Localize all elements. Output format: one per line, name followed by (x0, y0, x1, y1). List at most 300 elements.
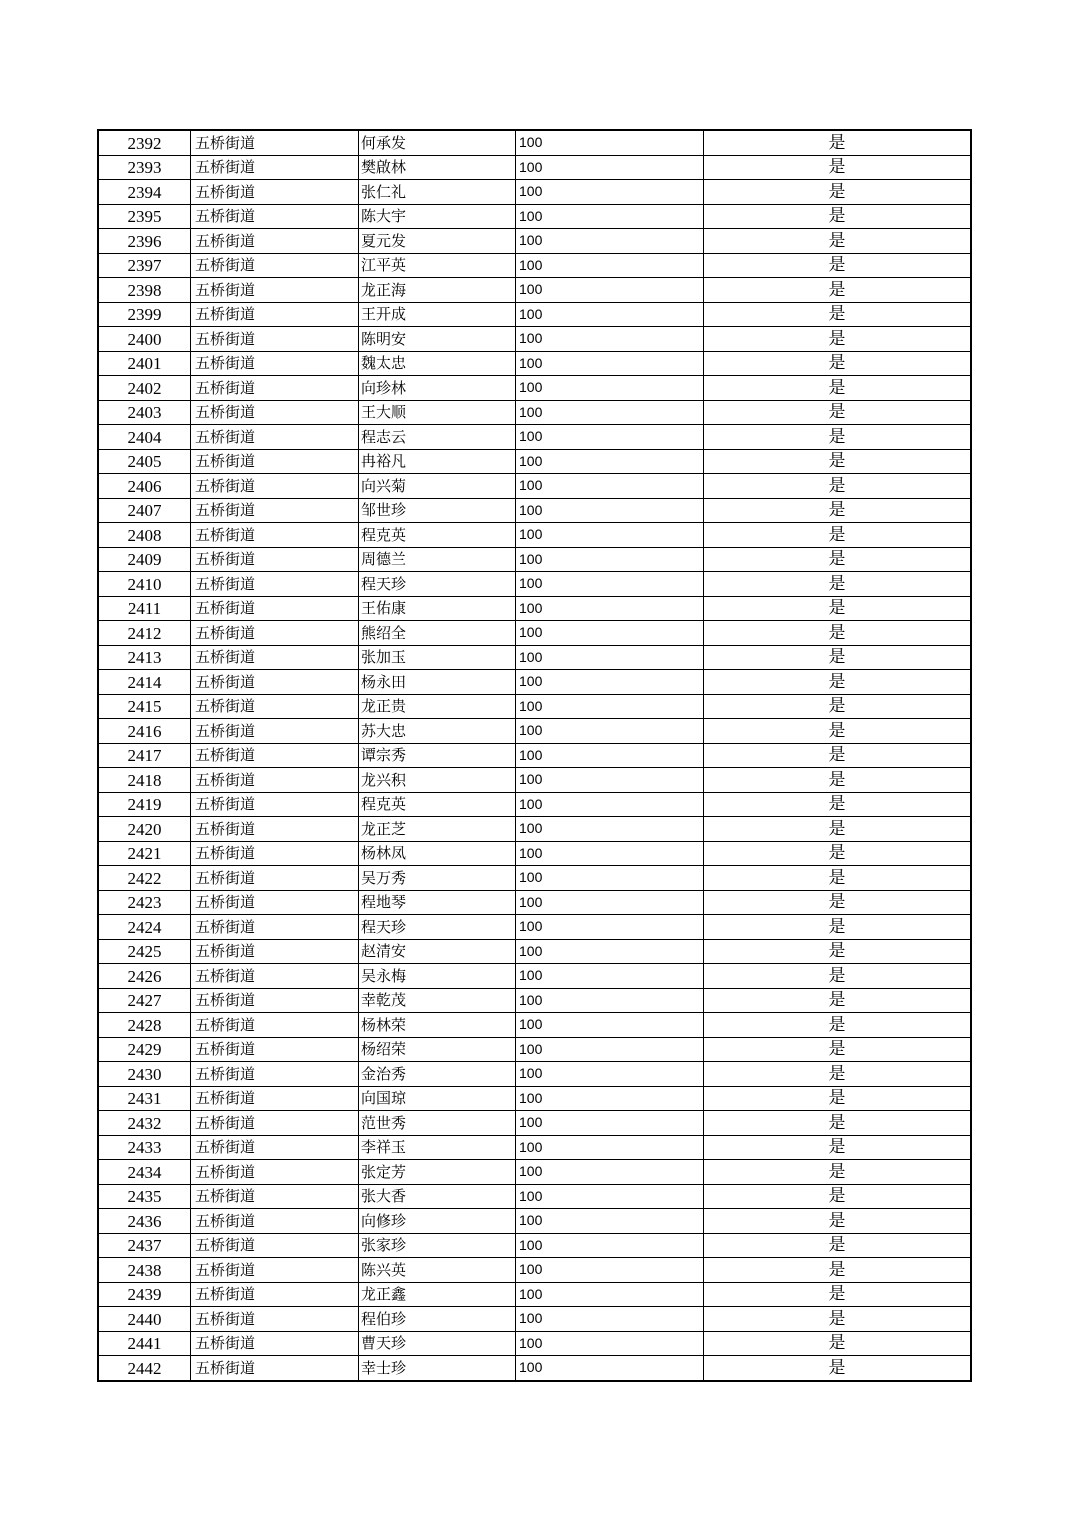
amount-cell: 100 (516, 1062, 704, 1087)
row-number-cell: 2431 (98, 1086, 191, 1111)
amount-cell: 100 (516, 1258, 704, 1283)
status-cell: 是 (704, 400, 972, 425)
table-row (98, 1184, 971, 1209)
street-cell: 五桥街道 (191, 596, 359, 621)
street-cell: 五桥街道 (191, 155, 359, 180)
status-cell: 是 (704, 523, 972, 548)
table-row (98, 155, 971, 180)
person-name-cell: 何承发 (359, 130, 516, 155)
street-cell: 五桥街道 (191, 253, 359, 278)
amount-cell: 100 (516, 1037, 704, 1062)
status-cell: 是 (704, 964, 972, 989)
street-cell: 五桥街道 (191, 1258, 359, 1283)
street-cell: 五桥街道 (191, 449, 359, 474)
amount-cell: 100 (516, 719, 704, 744)
street-cell: 五桥街道 (191, 327, 359, 352)
person-name-cell: 曹天珍 (359, 1331, 516, 1356)
table-row (98, 915, 971, 940)
table-row (98, 866, 971, 891)
status-cell: 是 (704, 1160, 972, 1185)
row-number-cell: 2436 (98, 1209, 191, 1234)
row-number-cell: 2433 (98, 1135, 191, 1160)
row-number-cell: 2404 (98, 425, 191, 450)
row-number-cell: 2392 (98, 130, 191, 155)
table-row (98, 768, 971, 793)
status-cell: 是 (704, 988, 972, 1013)
street-cell: 五桥街道 (191, 1184, 359, 1209)
street-cell: 五桥街道 (191, 498, 359, 523)
status-cell: 是 (704, 498, 972, 523)
row-number-cell: 2422 (98, 866, 191, 891)
amount-cell: 100 (516, 866, 704, 891)
amount-cell: 100 (516, 449, 704, 474)
street-cell: 五桥街道 (191, 1111, 359, 1136)
street-cell: 五桥街道 (191, 1233, 359, 1258)
street-cell: 五桥街道 (191, 523, 359, 548)
street-cell: 五桥街道 (191, 1331, 359, 1356)
person-name-cell: 程地琴 (359, 890, 516, 915)
person-name-cell: 邹世珍 (359, 498, 516, 523)
row-number-cell: 2430 (98, 1062, 191, 1087)
person-name-cell: 向国琼 (359, 1086, 516, 1111)
row-number-cell: 2424 (98, 915, 191, 940)
person-name-cell: 陈兴英 (359, 1258, 516, 1283)
row-number-cell: 2397 (98, 253, 191, 278)
row-number-cell: 2395 (98, 204, 191, 229)
amount-cell: 100 (516, 694, 704, 719)
street-cell: 五桥街道 (191, 547, 359, 572)
row-number-cell: 2398 (98, 278, 191, 303)
person-name-cell: 杨永田 (359, 670, 516, 695)
status-cell: 是 (704, 327, 972, 352)
table-row (98, 180, 971, 205)
status-cell: 是 (704, 866, 972, 891)
row-number-cell: 2432 (98, 1111, 191, 1136)
street-cell: 五桥街道 (191, 939, 359, 964)
table-row (98, 817, 971, 842)
status-cell: 是 (704, 1111, 972, 1136)
status-cell: 是 (704, 204, 972, 229)
row-number-cell: 2434 (98, 1160, 191, 1185)
table-row (98, 964, 971, 989)
person-name-cell: 魏太忠 (359, 351, 516, 376)
table-row (98, 1062, 971, 1087)
row-number-cell: 2415 (98, 694, 191, 719)
street-cell: 五桥街道 (191, 351, 359, 376)
amount-cell: 100 (516, 376, 704, 401)
table-row (98, 1160, 971, 1185)
status-cell: 是 (704, 817, 972, 842)
amount-cell: 100 (516, 645, 704, 670)
status-cell: 是 (704, 939, 972, 964)
row-number-cell: 2438 (98, 1258, 191, 1283)
person-name-cell: 程伯珍 (359, 1307, 516, 1332)
status-cell: 是 (704, 1258, 972, 1283)
table-row (98, 327, 971, 352)
table-row (98, 670, 971, 695)
person-name-cell: 张仁礼 (359, 180, 516, 205)
status-cell: 是 (704, 278, 972, 303)
row-number-cell: 2414 (98, 670, 191, 695)
table-body (98, 130, 971, 1381)
status-cell: 是 (704, 1356, 972, 1381)
person-name-cell: 程志云 (359, 425, 516, 450)
person-name-cell: 王大顺 (359, 400, 516, 425)
status-cell: 是 (704, 351, 972, 376)
person-name-cell: 陈明安 (359, 327, 516, 352)
row-number-cell: 2421 (98, 841, 191, 866)
table-row (98, 1282, 971, 1307)
person-name-cell: 金治秀 (359, 1062, 516, 1087)
status-cell: 是 (704, 694, 972, 719)
person-name-cell: 江平英 (359, 253, 516, 278)
street-cell: 五桥街道 (191, 1160, 359, 1185)
status-cell: 是 (704, 376, 972, 401)
table-row (98, 890, 971, 915)
amount-cell: 100 (516, 204, 704, 229)
person-name-cell: 冉裕凡 (359, 449, 516, 474)
table-row (98, 596, 971, 621)
amount-cell: 100 (516, 817, 704, 842)
table-row (98, 1135, 971, 1160)
status-cell: 是 (704, 1013, 972, 1038)
table-row (98, 1233, 971, 1258)
status-cell: 是 (704, 302, 972, 327)
row-number-cell: 2405 (98, 449, 191, 474)
person-name-cell: 幸士珍 (359, 1356, 516, 1381)
row-number-cell: 2423 (98, 890, 191, 915)
table-row (98, 547, 971, 572)
table-row (98, 572, 971, 597)
row-number-cell: 2396 (98, 229, 191, 254)
status-cell: 是 (704, 621, 972, 646)
table-row (98, 474, 971, 499)
amount-cell: 100 (516, 1160, 704, 1185)
table-row (98, 1258, 971, 1283)
street-cell: 五桥街道 (191, 180, 359, 205)
status-cell: 是 (704, 1307, 972, 1332)
status-cell: 是 (704, 547, 972, 572)
person-name-cell: 苏大忠 (359, 719, 516, 744)
amount-cell: 100 (516, 670, 704, 695)
table-row (98, 719, 971, 744)
table-row (98, 302, 971, 327)
street-cell: 五桥街道 (191, 1282, 359, 1307)
table-row (98, 278, 971, 303)
amount-cell: 100 (516, 743, 704, 768)
amount-cell: 100 (516, 890, 704, 915)
person-name-cell: 赵清安 (359, 939, 516, 964)
status-cell: 是 (704, 155, 972, 180)
status-cell: 是 (704, 1086, 972, 1111)
amount-cell: 100 (516, 327, 704, 352)
amount-cell: 100 (516, 596, 704, 621)
amount-cell: 100 (516, 1111, 704, 1136)
table-row (98, 1209, 971, 1234)
person-name-cell: 龙正贵 (359, 694, 516, 719)
row-number-cell: 2409 (98, 547, 191, 572)
status-cell: 是 (704, 915, 972, 940)
status-cell: 是 (704, 768, 972, 793)
table-row (98, 1307, 971, 1332)
person-name-cell: 周德兰 (359, 547, 516, 572)
row-number-cell: 2393 (98, 155, 191, 180)
table-row (98, 498, 971, 523)
street-cell: 五桥街道 (191, 229, 359, 254)
row-number-cell: 2437 (98, 1233, 191, 1258)
street-cell: 五桥街道 (191, 890, 359, 915)
street-cell: 五桥街道 (191, 1307, 359, 1332)
row-number-cell: 2394 (98, 180, 191, 205)
row-number-cell: 2407 (98, 498, 191, 523)
amount-cell: 100 (516, 523, 704, 548)
person-name-cell: 杨林荣 (359, 1013, 516, 1038)
amount-cell: 100 (516, 253, 704, 278)
person-name-cell: 张定芳 (359, 1160, 516, 1185)
status-cell: 是 (704, 229, 972, 254)
status-cell: 是 (704, 645, 972, 670)
street-cell: 五桥街道 (191, 841, 359, 866)
status-cell: 是 (704, 1135, 972, 1160)
row-number-cell: 2403 (98, 400, 191, 425)
row-number-cell: 2400 (98, 327, 191, 352)
table-row (98, 988, 971, 1013)
person-name-cell: 龙兴积 (359, 768, 516, 793)
street-cell: 五桥街道 (191, 1356, 359, 1381)
street-cell: 五桥街道 (191, 621, 359, 646)
row-number-cell: 2440 (98, 1307, 191, 1332)
street-cell: 五桥街道 (191, 694, 359, 719)
street-cell: 五桥街道 (191, 1062, 359, 1087)
row-number-cell: 2406 (98, 474, 191, 499)
street-cell: 五桥街道 (191, 425, 359, 450)
amount-cell: 100 (516, 1331, 704, 1356)
person-name-cell: 龙正鑫 (359, 1282, 516, 1307)
person-name-cell: 吴万秀 (359, 866, 516, 891)
amount-cell: 100 (516, 915, 704, 940)
street-cell: 五桥街道 (191, 719, 359, 744)
table-row (98, 351, 971, 376)
table-row (98, 1356, 971, 1381)
person-name-cell: 王开成 (359, 302, 516, 327)
amount-cell: 100 (516, 621, 704, 646)
table-row (98, 1111, 971, 1136)
amount-cell: 100 (516, 1184, 704, 1209)
street-cell: 五桥街道 (191, 988, 359, 1013)
street-cell: 五桥街道 (191, 964, 359, 989)
person-name-cell: 张大香 (359, 1184, 516, 1209)
amount-cell: 100 (516, 1209, 704, 1234)
table-row (98, 229, 971, 254)
amount-cell: 100 (516, 572, 704, 597)
person-name-cell: 龙正海 (359, 278, 516, 303)
status-cell: 是 (704, 130, 972, 155)
amount-cell: 100 (516, 988, 704, 1013)
status-cell: 是 (704, 719, 972, 744)
street-cell: 五桥街道 (191, 1135, 359, 1160)
table-row (98, 645, 971, 670)
status-cell: 是 (704, 180, 972, 205)
table-row (98, 400, 971, 425)
street-cell: 五桥街道 (191, 400, 359, 425)
amount-cell: 100 (516, 351, 704, 376)
person-name-cell: 龙正芝 (359, 817, 516, 842)
table-row (98, 1037, 971, 1062)
street-cell: 五桥街道 (191, 915, 359, 940)
person-name-cell: 程天珍 (359, 915, 516, 940)
person-name-cell: 张家珍 (359, 1233, 516, 1258)
amount-cell: 100 (516, 425, 704, 450)
amount-cell: 100 (516, 498, 704, 523)
table-row (98, 841, 971, 866)
person-name-cell: 杨绍荣 (359, 1037, 516, 1062)
table-row (98, 425, 971, 450)
street-cell: 五桥街道 (191, 743, 359, 768)
person-name-cell: 谭宗秀 (359, 743, 516, 768)
amount-cell: 100 (516, 474, 704, 499)
status-cell: 是 (704, 841, 972, 866)
street-cell: 五桥街道 (191, 130, 359, 155)
status-cell: 是 (704, 253, 972, 278)
person-name-cell: 幸乾茂 (359, 988, 516, 1013)
row-number-cell: 2416 (98, 719, 191, 744)
street-cell: 五桥街道 (191, 302, 359, 327)
person-name-cell: 李祥玉 (359, 1135, 516, 1160)
amount-cell: 100 (516, 939, 704, 964)
table-row (98, 939, 971, 964)
street-cell: 五桥街道 (191, 866, 359, 891)
row-number-cell: 2420 (98, 817, 191, 842)
status-cell: 是 (704, 670, 972, 695)
street-cell: 五桥街道 (191, 1209, 359, 1234)
amount-cell: 100 (516, 229, 704, 254)
amount-cell: 100 (516, 1135, 704, 1160)
table-row (98, 743, 971, 768)
row-number-cell: 2442 (98, 1356, 191, 1381)
street-cell: 五桥街道 (191, 1013, 359, 1038)
row-number-cell: 2413 (98, 645, 191, 670)
amount-cell: 100 (516, 1307, 704, 1332)
street-cell: 五桥街道 (191, 204, 359, 229)
person-name-cell: 夏元发 (359, 229, 516, 254)
amount-cell: 100 (516, 278, 704, 303)
status-cell: 是 (704, 792, 972, 817)
row-number-cell: 2425 (98, 939, 191, 964)
amount-cell: 100 (516, 1013, 704, 1038)
amount-cell: 100 (516, 400, 704, 425)
status-cell: 是 (704, 474, 972, 499)
status-cell: 是 (704, 890, 972, 915)
status-cell: 是 (704, 1282, 972, 1307)
amount-cell: 100 (516, 1356, 704, 1381)
person-name-cell: 程克英 (359, 523, 516, 548)
street-cell: 五桥街道 (191, 474, 359, 499)
table-row (98, 621, 971, 646)
amount-cell: 100 (516, 302, 704, 327)
row-number-cell: 2411 (98, 596, 191, 621)
person-name-cell: 向兴菊 (359, 474, 516, 499)
street-cell: 五桥街道 (191, 1086, 359, 1111)
person-name-cell: 樊啟林 (359, 155, 516, 180)
row-number-cell: 2426 (98, 964, 191, 989)
status-cell: 是 (704, 449, 972, 474)
person-name-cell: 熊绍全 (359, 621, 516, 646)
row-number-cell: 2399 (98, 302, 191, 327)
status-cell: 是 (704, 1233, 972, 1258)
person-name-cell: 吴永梅 (359, 964, 516, 989)
street-cell: 五桥街道 (191, 572, 359, 597)
person-name-cell: 陈大宇 (359, 204, 516, 229)
table-row (98, 449, 971, 474)
street-cell: 五桥街道 (191, 670, 359, 695)
row-number-cell: 2418 (98, 768, 191, 793)
amount-cell: 100 (516, 841, 704, 866)
status-cell: 是 (704, 1184, 972, 1209)
row-number-cell: 2441 (98, 1331, 191, 1356)
status-cell: 是 (704, 572, 972, 597)
table-row (98, 1013, 971, 1038)
amount-cell: 100 (516, 1086, 704, 1111)
status-cell: 是 (704, 596, 972, 621)
row-number-cell: 2401 (98, 351, 191, 376)
row-number-cell: 2408 (98, 523, 191, 548)
row-number-cell: 2419 (98, 792, 191, 817)
person-name-cell: 范世秀 (359, 1111, 516, 1136)
table-row (98, 523, 971, 548)
row-number-cell: 2439 (98, 1282, 191, 1307)
row-number-cell: 2417 (98, 743, 191, 768)
amount-cell: 100 (516, 155, 704, 180)
row-number-cell: 2427 (98, 988, 191, 1013)
person-name-cell: 杨林凤 (359, 841, 516, 866)
street-cell: 五桥街道 (191, 817, 359, 842)
person-name-cell: 张加玉 (359, 645, 516, 670)
status-cell: 是 (704, 1037, 972, 1062)
table-row (98, 1331, 971, 1356)
amount-cell: 100 (516, 964, 704, 989)
amount-cell: 100 (516, 130, 704, 155)
status-cell: 是 (704, 1331, 972, 1356)
amount-cell: 100 (516, 1282, 704, 1307)
amount-cell: 100 (516, 547, 704, 572)
table-row (98, 253, 971, 278)
person-name-cell: 程克英 (359, 792, 516, 817)
row-number-cell: 2410 (98, 572, 191, 597)
amount-cell: 100 (516, 180, 704, 205)
status-cell: 是 (704, 425, 972, 450)
person-name-cell: 向珍林 (359, 376, 516, 401)
table-row (98, 130, 971, 155)
table-row (98, 792, 971, 817)
amount-cell: 100 (516, 768, 704, 793)
street-cell: 五桥街道 (191, 1037, 359, 1062)
status-cell: 是 (704, 1062, 972, 1087)
person-name-cell: 向修珍 (359, 1209, 516, 1234)
row-number-cell: 2402 (98, 376, 191, 401)
table-row (98, 694, 971, 719)
row-number-cell: 2435 (98, 1184, 191, 1209)
row-number-cell: 2428 (98, 1013, 191, 1038)
street-cell: 五桥街道 (191, 376, 359, 401)
amount-cell: 100 (516, 792, 704, 817)
table-row (98, 376, 971, 401)
row-number-cell: 2412 (98, 621, 191, 646)
amount-cell: 100 (516, 1233, 704, 1258)
street-cell: 五桥街道 (191, 278, 359, 303)
street-cell: 五桥街道 (191, 645, 359, 670)
table-row (98, 204, 971, 229)
person-name-cell: 程天珍 (359, 572, 516, 597)
